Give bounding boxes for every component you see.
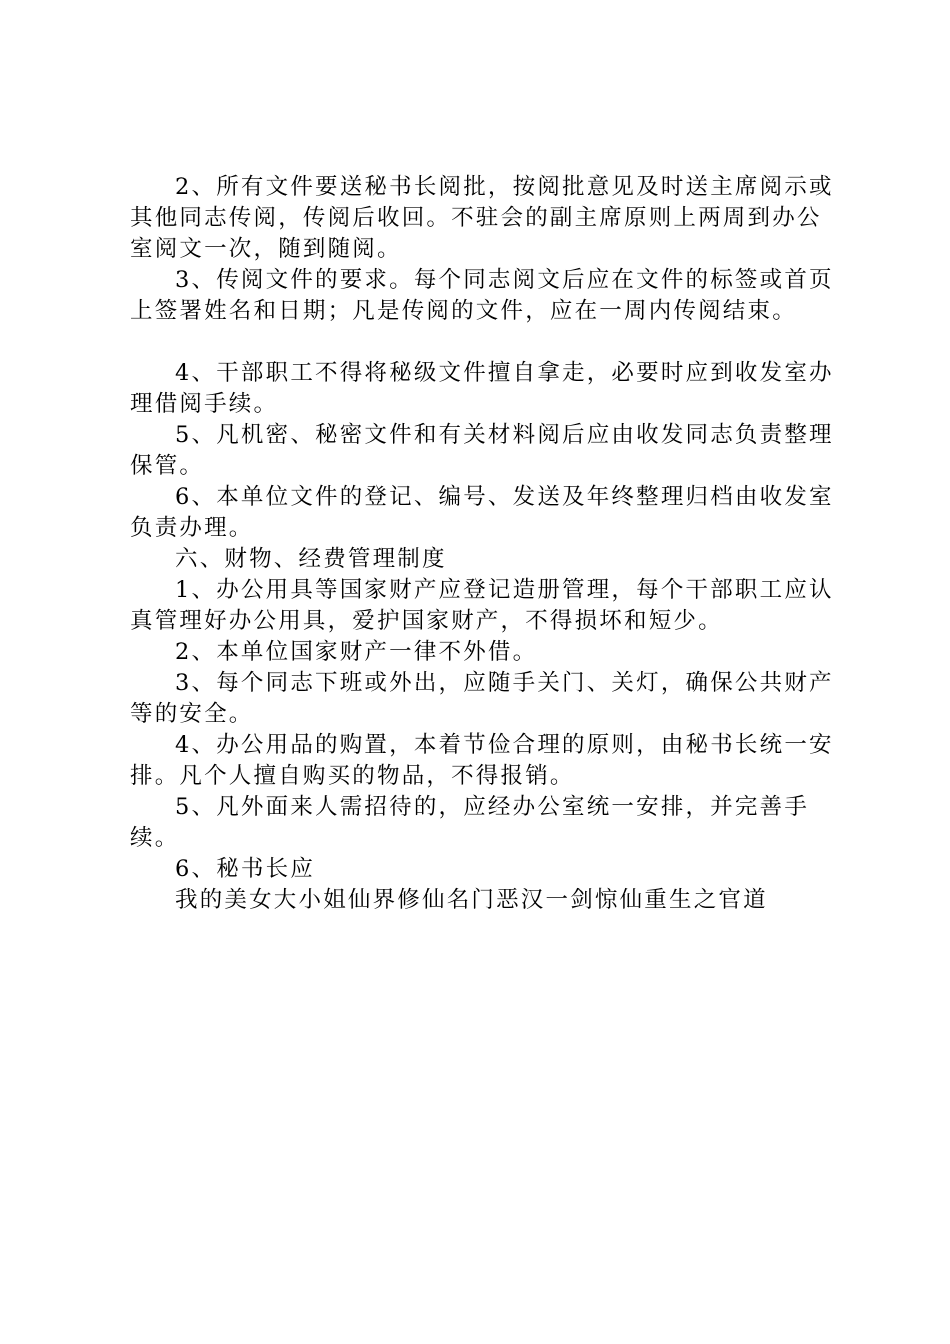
paragraph-document-registration: 6、本单位文件的登记、编号、发送及年终整理归档由收发室负责办理。 [130, 484, 834, 541]
paragraph-reception: 5、凡外面来人需招待的，应经办公室统一安排，并完善手续。 [130, 794, 810, 851]
paragraph-secretary-general: 6、秘书长应 [175, 856, 316, 882]
paragraph-circulation-approval: 2、所有文件要送秘书长阅批，按阅批意见及时送主席阅示或其他同志传阅，传阅后收回。不驻会的副主席原则上两周到办公室阅文一次，随到随阅。 [130, 174, 834, 262]
document-body [130, 172, 840, 916]
paragraph-confidential-storage: 5、凡机密、秘密文件和有关材料阅后应由收发同志负责整理保管。 [130, 422, 834, 479]
paragraph-no-lending: 2、本单位国家财产一律不外借。 [175, 639, 538, 665]
section-heading-finance: 六、财物、经费管理制度 [175, 546, 447, 572]
paragraph-spacer [130, 327, 840, 358]
paragraph-secret-documents: 4、干部职工不得将秘级文件擅自拿走，必要时应到收发室办理借阅手续。 [130, 360, 834, 417]
paragraph-trailing-text: 我的美女大小姐仙界修仙名门恶汉一剑惊仙重生之官道 [175, 887, 768, 913]
paragraph-safety: 3、每个同志下班或外出，应随手关门、关灯，确保公共财产等的安全。 [130, 670, 834, 727]
paragraph-circulation-requirements: 3、传阅文件的要求。每个同志阅文后应在文件的标签或首页上签署姓名和日期；凡是传阅的文件，应在一周内传阅结束。 [130, 267, 834, 324]
paragraph-office-equipment: 1、办公用具等国家财产应登记造册管理，每个干部职工应认真管理好办公用具，爱护国家财产，不得损坏和短少。 [130, 577, 834, 634]
paragraph-purchasing: 4、办公用品的购置，本着节俭合理的原则，由秘书长统一安排。凡个人擅自购买的物品，不得报销。 [130, 732, 834, 789]
